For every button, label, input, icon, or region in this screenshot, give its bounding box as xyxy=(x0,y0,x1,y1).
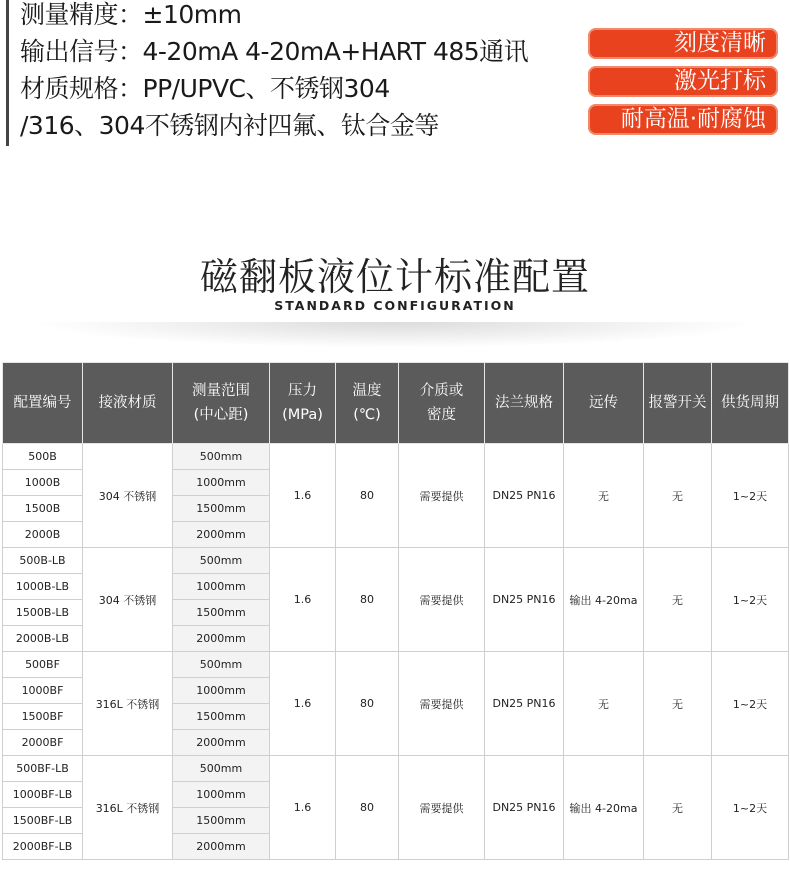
config-code-cell: 1500BF-LB xyxy=(3,808,83,834)
range-cell: 1500mm xyxy=(173,808,270,834)
section-subtitle: STANDARD CONFIGURATION xyxy=(274,298,516,313)
alarm-cell: 无 xyxy=(644,652,712,756)
range-cell: 500mm xyxy=(173,756,270,782)
medium-cell: 需要提供 xyxy=(399,444,485,548)
pressure-cell: 1.6 xyxy=(270,548,336,652)
header-medium: 介质或 密度 xyxy=(399,363,485,444)
range-cell: 1500mm xyxy=(173,600,270,626)
flange-cell: DN25 PN16 xyxy=(485,548,564,652)
spec-material-cont: /316、304不锈钢内衬四氟、钛合金等 xyxy=(20,111,439,140)
pressure-cell: 1.6 xyxy=(270,652,336,756)
table-row xyxy=(3,548,789,574)
config-code-cell: 2000B xyxy=(3,522,83,548)
section-heading xyxy=(0,248,790,313)
medium-cell: 需要提供 xyxy=(399,652,485,756)
table-header-row xyxy=(3,363,789,444)
medium-cell: 需要提供 xyxy=(399,548,485,652)
config-table xyxy=(2,362,789,860)
alarm-cell: 无 xyxy=(644,756,712,860)
range-cell: 1500mm xyxy=(173,496,270,522)
range-cell: 2000mm xyxy=(173,626,270,652)
pressure-cell: 1.6 xyxy=(270,756,336,860)
range-cell: 1000mm xyxy=(173,678,270,704)
range-cell: 2000mm xyxy=(173,834,270,860)
config-code-cell: 1000B xyxy=(3,470,83,496)
header-alarm: 报警开关 xyxy=(644,363,712,444)
header-range: 测量范围 (中心距) xyxy=(173,363,270,444)
medium-cell: 需要提供 xyxy=(399,756,485,860)
config-code-cell: 1000B-LB xyxy=(3,574,83,600)
header-supply: 供货周期 xyxy=(712,363,789,444)
range-cell: 500mm xyxy=(173,548,270,574)
range-cell: 500mm xyxy=(173,652,270,678)
alarm-cell: 无 xyxy=(644,548,712,652)
supply-cell: 1~2天 xyxy=(712,756,789,860)
material-cell: 304 不锈钢 xyxy=(83,548,173,652)
config-code-cell: 1000BF xyxy=(3,678,83,704)
supply-cell: 1~2天 xyxy=(712,652,789,756)
range-cell: 1000mm xyxy=(173,782,270,808)
header-remote: 远传 xyxy=(564,363,644,444)
alarm-cell: 无 xyxy=(644,444,712,548)
range-cell: 1000mm xyxy=(173,574,270,600)
temperature-cell: 80 xyxy=(336,652,399,756)
range-cell: 1000mm xyxy=(173,470,270,496)
temperature-cell: 80 xyxy=(336,756,399,860)
remote-cell: 输出 4-20ma xyxy=(564,548,644,652)
tag-heat-corrosion: 耐高温·耐腐蚀 xyxy=(588,104,778,135)
config-code-cell: 1500BF xyxy=(3,704,83,730)
tag-clear-scale: 刻度清晰 xyxy=(588,28,778,59)
material-cell: 316L 不锈钢 xyxy=(83,756,173,860)
header-flange: 法兰规格 xyxy=(485,363,564,444)
heading-shadow xyxy=(30,322,760,348)
table-row xyxy=(3,652,789,678)
config-code-cell: 2000B-LB xyxy=(3,626,83,652)
config-code-cell: 500BF-LB xyxy=(3,756,83,782)
config-code-cell: 1000BF-LB xyxy=(3,782,83,808)
config-code-cell: 500B xyxy=(3,444,83,470)
flange-cell: DN25 PN16 xyxy=(485,756,564,860)
spec-material: 材质规格：PP/UPVC、不锈钢304 xyxy=(20,74,390,103)
temperature-cell: 80 xyxy=(336,444,399,548)
config-code-cell: 1500B xyxy=(3,496,83,522)
temperature-cell: 80 xyxy=(336,548,399,652)
range-cell: 2000mm xyxy=(173,730,270,756)
config-code-cell: 500BF xyxy=(3,652,83,678)
header-pressure: 压力 (MPa) xyxy=(270,363,336,444)
remote-cell: 输出 4-20ma xyxy=(564,756,644,860)
spec-accuracy: 测量精度：±10mm xyxy=(20,0,242,29)
table-row xyxy=(3,756,789,782)
range-cell: 1500mm xyxy=(173,704,270,730)
material-cell: 316L 不锈钢 xyxy=(83,652,173,756)
section-title: 磁翻板液位计标准配置 xyxy=(199,255,590,299)
header-temperature: 温度 (℃) xyxy=(336,363,399,444)
config-code-cell: 500B-LB xyxy=(3,548,83,574)
remote-cell: 无 xyxy=(564,652,644,756)
header-config-code: 配置编号 xyxy=(3,363,83,444)
feature-tags xyxy=(588,28,778,142)
pressure-cell: 1.6 xyxy=(270,444,336,548)
range-cell: 2000mm xyxy=(173,522,270,548)
header-material: 接液材质 xyxy=(83,363,173,444)
config-code-cell: 1500B-LB xyxy=(3,600,83,626)
config-code-cell: 2000BF-LB xyxy=(3,834,83,860)
supply-cell: 1~2天 xyxy=(712,444,789,548)
spec-output-signal: 输出信号：4-20mA 4-20mA+HART 485通讯 xyxy=(20,37,529,66)
spec-list xyxy=(20,0,580,144)
supply-cell: 1~2天 xyxy=(712,548,789,652)
tag-laser-marking: 激光打标 xyxy=(588,66,778,97)
config-code-cell: 2000BF xyxy=(3,730,83,756)
flange-cell: DN25 PN16 xyxy=(485,444,564,548)
table-row xyxy=(3,444,789,470)
remote-cell: 无 xyxy=(564,444,644,548)
flange-cell: DN25 PN16 xyxy=(485,652,564,756)
range-cell: 500mm xyxy=(173,444,270,470)
material-cell: 304 不锈钢 xyxy=(83,444,173,548)
spec-accent-bar xyxy=(6,0,9,146)
